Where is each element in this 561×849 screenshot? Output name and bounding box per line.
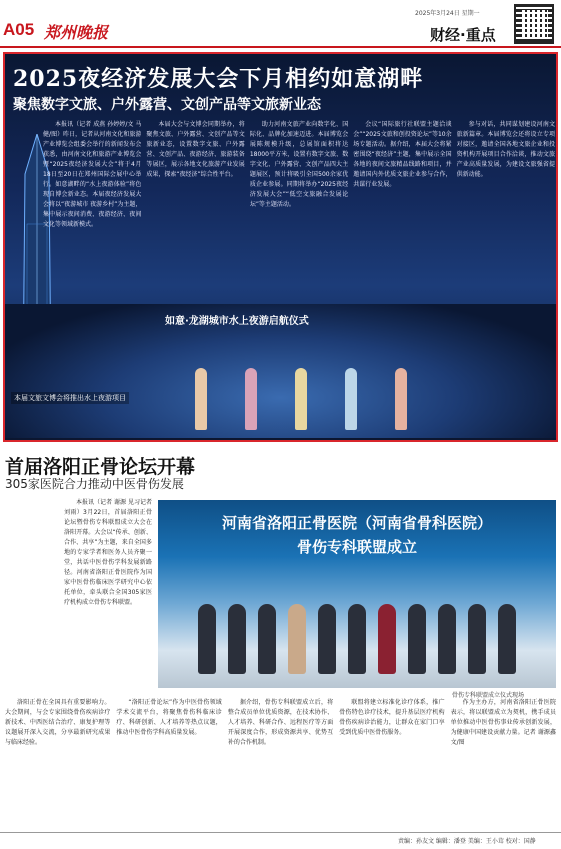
person-figure — [288, 604, 306, 674]
performer-figure — [245, 368, 257, 430]
second-headline: 首届洛阳正骨论坛开幕 — [5, 456, 196, 478]
performer-figure — [345, 368, 357, 430]
person-figure — [348, 604, 366, 674]
date-line: 2025年3月24日 星期一 — [415, 10, 480, 17]
body-column: 联盟将建立标准化诊疗体系，推广骨伤特色诊疗技术，提升基层医疗机构骨伤疾病诊治能力，让群众在家门口享受到优质中医骨伤服务。 — [339, 699, 445, 736]
lead-subhead: 聚焦数字文旅、户外露营、文创产品等文旅新业态 — [13, 97, 321, 113]
person-figure — [228, 604, 246, 674]
lead-column: 会议“国际旅行社联盟主题洽谈会”“2025文旅和创投资论坛”等10余场专题活动。据介绍，本届大会将紧密围绕“夜经济”主题，集中展示全国各地的夜间文旅精品线路和项目，并邀请国内外优质文旅企业参与合作，共谋行业发展。 — [353, 121, 452, 188]
person-figure — [258, 604, 276, 674]
lead-column: 助力河南文旅产业向数字化、国际化、品牌化加速迈进。本届博览会展陈规模升级，总展馆面积将达18000平方米，设置有数字文旅、数字文化、户外露营、文创产品四大主题展区，预计将吸引全国500余家优质企业参展。同期将举办“2025夜经济发展大会”“低空文旅融合发展论坛”等主题活动。 — [249, 121, 349, 208]
section-title: 财经·重点 — [430, 26, 496, 44]
ceremony-photo — [158, 500, 556, 688]
person-figure — [498, 604, 516, 674]
lead-story — [3, 52, 558, 442]
lead-column: 本届大会与文博会同期举办，将聚焦文旅、户外露营、文创产品等文旅新业态，设置数字文旅、户外露营、文创产品、夜游经济、旅游装备等展区，展示各地文化旅游产业发展成果，探索“夜经济”综合性平台。 — [146, 121, 245, 178]
body-column: 洛阳正骨在全国具有重要影响力。大会期间，与会专家围绕骨伤疾病诊疗新技术、中西医结合治疗、康复护理等议题展开深入交流，分享最新研究成果与临床经验。 — [5, 699, 111, 746]
qr-code-icon — [514, 4, 554, 44]
lead-column: 本报讯（记者 成燕 孙婷婷/文 马健/图）昨日，记者从河南文化和旅游产业博览会组委会举行的新闻发布会获悉，由河南文化和旅游产业博览会暨“2025夜经济发展大会”将于4月18日至20日在郑州国际会展中心举行。如意湖畔的“水上夜游体验”将色现自博会新业态。本届夜经济发展大会将以“夜游城市 夜游乡村”为主题，集中展示夜间消费、夜游经济、夜间文化等领域新模式。 — [43, 121, 142, 228]
performer-figure — [295, 368, 307, 430]
photo-title-line2: 骨伤专科联盟成立 — [296, 538, 417, 556]
second-subhead: 305家医院合力推动中医骨伤发展 — [5, 477, 184, 491]
editor-credits: 责编：孙友文 编辑：潘登 美编：王小茸 校对：国静 — [398, 838, 536, 845]
lead-column: 参与对话，共同谋划建设河南文旅新篇章。本届博览会还将设立专项对接区，邀请全国各地文旅企业和投资机构开展项目合作洽谈，推动文旅产业高质量发展，为建设文旅强省提供新动能。 — [456, 121, 556, 178]
second-body — [5, 698, 556, 826]
lead-headline: 2025夜经济发展大会下月相约如意湖畔 — [13, 66, 424, 92]
stage-banner: 如意·龙湖城市水上夜游启航仪式 — [165, 316, 309, 327]
body-column: 据介绍，骨伤专科联盟成立后，将整合成员单位优质资源，在技术协作、人才培养、科研合作、远程医疗等方面开展深度合作，形成资源共享、优势互补的合作机制。 — [227, 699, 334, 746]
performer-figure — [395, 368, 407, 430]
person-figure — [378, 604, 396, 674]
person-figure — [198, 604, 216, 674]
performer-figure — [195, 368, 207, 430]
person-figure — [468, 604, 486, 674]
body-column: “洛阳正骨论坛”作为中医骨伤领域学术交流平台，将聚焦骨伤科临床诊疗、科研创新、人才培养等热点议题，推动中医骨伤学科高质量发展。 — [116, 699, 222, 736]
lead-photo-caption: 本届文旅文博会将推出水上夜游项目 — [11, 392, 129, 404]
photo-title-line1: 河南省洛阳正骨医院（河南省骨科医院） — [221, 514, 492, 532]
ceremony-photo-caption: 骨伤专科联盟成立仪式现场 — [452, 692, 525, 699]
masthead — [0, 0, 561, 48]
paper-logo: 郑州晚报 — [44, 23, 109, 42]
person-figure — [438, 604, 456, 674]
person-figure — [408, 604, 426, 674]
page-number: A05 — [3, 20, 35, 39]
masthead-rule — [0, 46, 561, 48]
second-left-text: 本报讯（记者 谢源 见习记者 刘雨）3月22日，首届洛阳正骨论坛暨骨伤专科联盟成立大会在洛阳开幕。大会以“传承、创新、合作、共享”为主题，来自全国多地的专家学者和医务人员齐聚一堂，共话中医骨伤学科发展新路径。河南省洛阳正骨医院作为国家中医骨伤临床医学研究中心依托单位，牵头联合全国305家医疗机构成立骨伤专科联盟。 — [64, 499, 152, 606]
person-figure — [318, 604, 336, 674]
body-column: 作为主办方，河南省洛阳正骨医院表示，将以联盟成立为契机，携手成员单位推动中医骨伤事业传承创新发展，为健康中国建设贡献力量。记者 谢源鑫 文/图 — [450, 699, 557, 746]
